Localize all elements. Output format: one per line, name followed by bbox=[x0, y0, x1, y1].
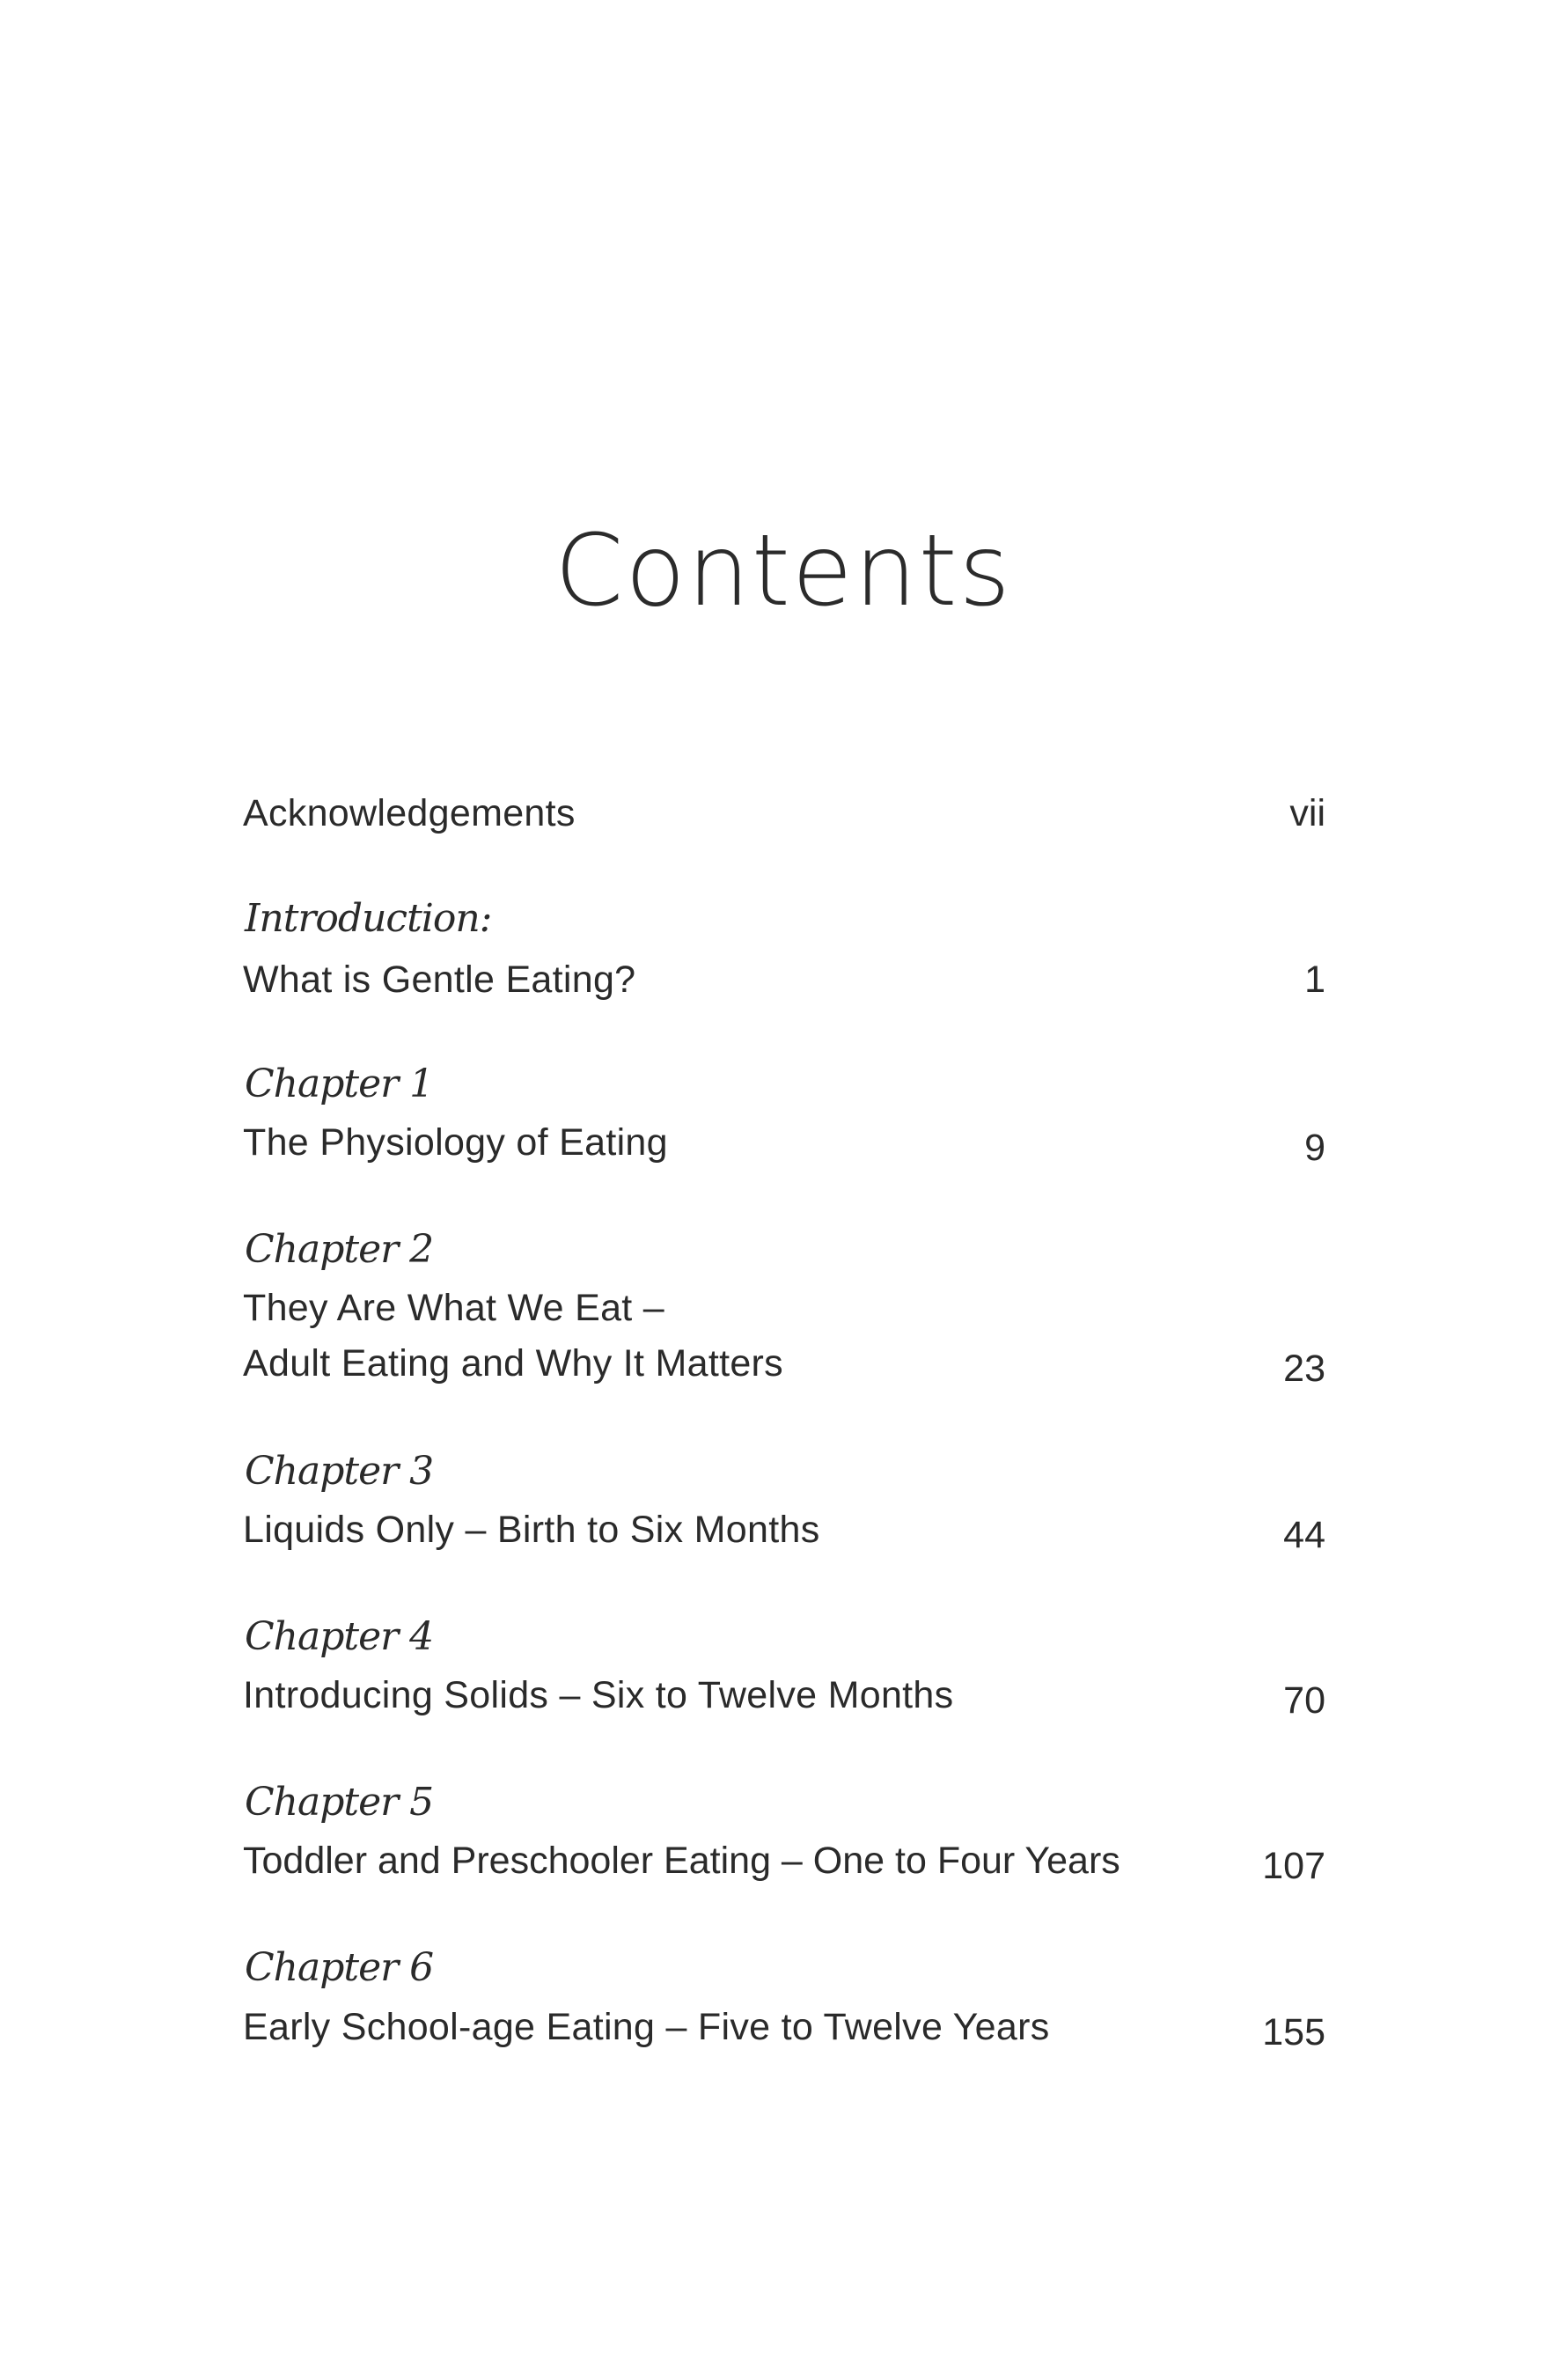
page-title: Contents bbox=[554, 514, 1012, 629]
toc-page-number: 44 bbox=[1283, 1514, 1325, 1556]
toc-page-number: vii bbox=[1289, 792, 1325, 834]
toc-entry-kicker: Chapter 1 bbox=[245, 1061, 434, 1106]
toc-entry-kicker: Chapter 5 bbox=[245, 1780, 434, 1825]
toc-entry-kicker: Chapter 3 bbox=[245, 1449, 434, 1494]
toc-entry-title[interactable]: Toddler and Preschooler Eating – One to Four Years bbox=[243, 1840, 1120, 1882]
toc-entry-title-line-2[interactable]: Adult Eating and Why It Matters bbox=[243, 1342, 783, 1385]
toc-page-number: 155 bbox=[1262, 2011, 1325, 2053]
toc-page-number: 107 bbox=[1262, 1845, 1325, 1887]
toc-page-number: 70 bbox=[1283, 1679, 1325, 1722]
toc-page-number: 9 bbox=[1304, 1127, 1325, 1169]
toc-entry-kicker: Chapter 2 bbox=[245, 1227, 434, 1272]
toc-entry-title[interactable]: The Physiology of Eating bbox=[243, 1121, 668, 1164]
toc-page-number: 1 bbox=[1304, 959, 1325, 1001]
toc-entry-kicker: Introduction: bbox=[245, 896, 492, 941]
toc-page-number: 23 bbox=[1283, 1348, 1325, 1390]
toc-entry-title[interactable]: Early School-age Eating – Five to Twelve Years bbox=[243, 2006, 1050, 2048]
toc-entry-kicker: Chapter 6 bbox=[245, 1945, 434, 1990]
toc-entry-title[interactable]: Acknowledgements bbox=[243, 792, 576, 834]
toc-entry-kicker: Chapter 4 bbox=[245, 1614, 434, 1659]
toc-entry-title[interactable]: What is Gentle Eating? bbox=[243, 959, 636, 1001]
toc-entry-title-line-1[interactable]: They Are What We Eat – bbox=[243, 1287, 665, 1329]
toc-entry-title[interactable]: Introducing Solids – Six to Twelve Months bbox=[243, 1674, 954, 1716]
toc-entry-title[interactable]: Liquids Only – Birth to Six Months bbox=[243, 1509, 820, 1551]
